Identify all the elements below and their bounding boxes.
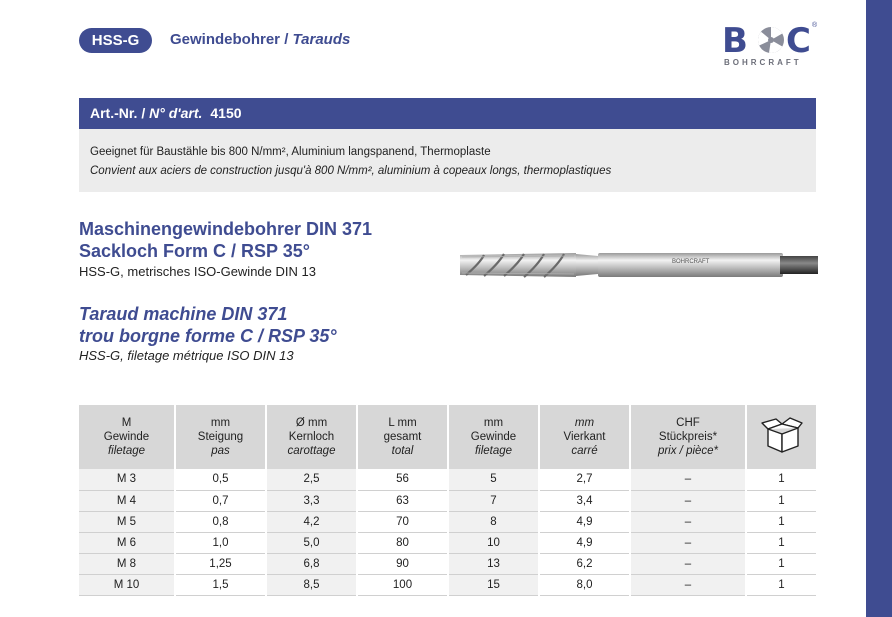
tap-square-end	[780, 256, 818, 274]
table-row	[79, 511, 816, 532]
cell-price: –	[630, 553, 746, 574]
cell-package-qty: 1	[746, 469, 816, 490]
header-separator: /	[280, 31, 293, 48]
product-title-fr-line1: Taraud machine DIN 371	[79, 304, 288, 324]
logo-registered-mark: ®	[812, 22, 818, 29]
article-label-de: Art.-Nr.	[90, 105, 138, 121]
cell-thread-length: 5	[448, 469, 539, 490]
article-number: 4150	[210, 105, 242, 121]
tap-engraving: BOHRCRAFT	[672, 259, 710, 265]
cell-core-hole: 2,5	[266, 469, 357, 490]
specification-table	[79, 405, 816, 596]
cell-pitch: 1,0	[175, 532, 266, 553]
col-header-core-hole: Ø mm Kernloch carottage	[266, 405, 357, 469]
cell-package-qty: 1	[746, 511, 816, 532]
product-subtitle-fr: HSS-G, filetage métrique ISO DIN 13	[79, 348, 294, 363]
package-box-icon	[760, 415, 804, 455]
category-badge: HSS-G	[79, 28, 152, 53]
table-header-row	[79, 405, 816, 469]
col-header-total-length: L mm gesamt total	[357, 405, 448, 469]
cell-pitch: 1,25	[175, 553, 266, 574]
cell-total-length: 70	[357, 511, 448, 532]
article-number-bar	[79, 98, 816, 129]
cell-core-hole: 6,8	[266, 553, 357, 574]
cell-pitch: 0,8	[175, 511, 266, 532]
cell-core-hole: 8,5	[266, 574, 357, 595]
article-label-fr: N° d'art.	[149, 105, 203, 121]
cell-total-length: 100	[357, 574, 448, 595]
cell-pitch: 0,5	[175, 469, 266, 490]
logo-subtitle: BOHRCRAFT	[724, 58, 802, 67]
cell-thread: M 10	[79, 574, 175, 595]
cell-pitch: 0,7	[175, 490, 266, 511]
col-header-package	[746, 405, 816, 469]
cell-price: –	[630, 511, 746, 532]
cell-price: –	[630, 490, 746, 511]
cell-thread-length: 13	[448, 553, 539, 574]
brand-logo	[722, 22, 818, 68]
product-title-fr	[79, 303, 337, 347]
svg-text:B: B	[722, 22, 748, 58]
cell-core-hole: 5,0	[266, 532, 357, 553]
cell-thread: M 6	[79, 532, 175, 553]
col-header-thread-length: mm Gewinde filetage	[448, 405, 539, 469]
product-title-de-line2: Sackloch Form C / RSP 35°	[79, 241, 310, 261]
product-title-de	[79, 218, 372, 262]
header-title-fr: Tarauds	[292, 31, 351, 48]
logo-drill-circle	[758, 27, 784, 53]
cell-total-length: 90	[357, 553, 448, 574]
table-row	[79, 532, 816, 553]
side-accent-bar	[866, 0, 892, 617]
cell-price: –	[630, 469, 746, 490]
col-header-price: CHF Stückpreis* prix / pièce*	[630, 405, 746, 469]
cell-thread: M 5	[79, 511, 175, 532]
cell-total-length: 63	[357, 490, 448, 511]
description-fr: Convient aux aciers de construction jusqu'à 800 N/mm², aluminium à copeaux longs, thermoplastiques	[90, 165, 612, 177]
logo-mark	[722, 22, 818, 58]
cell-price: –	[630, 574, 746, 595]
cell-total-length: 80	[357, 532, 448, 553]
cell-square: 4,9	[539, 532, 630, 553]
cell-square: 6,2	[539, 553, 630, 574]
cell-square: 4,9	[539, 511, 630, 532]
cell-square: 2,7	[539, 469, 630, 490]
cell-package-qty: 1	[746, 574, 816, 595]
cell-price: –	[630, 532, 746, 553]
col-header-square: mm Vierkant carré	[539, 405, 630, 469]
cell-package-qty: 1	[746, 532, 816, 553]
cell-thread: M 8	[79, 553, 175, 574]
description-de: Geeignet für Baustähle bis 800 N/mm², Aluminium langspanend, Thermoplaste	[90, 146, 491, 158]
cell-total-length: 56	[357, 469, 448, 490]
cell-thread-length: 15	[448, 574, 539, 595]
table-row	[79, 469, 816, 490]
cell-core-hole: 4,2	[266, 511, 357, 532]
cell-square: 8,0	[539, 574, 630, 595]
product-title-de-line1: Maschinengewindebohrer DIN 371	[79, 219, 373, 239]
cell-thread-length: 7	[448, 490, 539, 511]
table-row	[79, 553, 816, 574]
cell-package-qty: 1	[746, 553, 816, 574]
article-separator: /	[137, 105, 150, 121]
cell-thread: M 3	[79, 469, 175, 490]
tap-neck	[576, 254, 598, 276]
product-subtitle-de: HSS-G, metrisches ISO-Gewinde DIN 13	[79, 264, 316, 279]
cell-thread-length: 8	[448, 511, 539, 532]
tap-tool-image	[458, 245, 820, 285]
col-header-pitch: mm Steigung pas	[175, 405, 266, 469]
product-title-fr-line2: trou borgne forme C / RSP 35°	[79, 326, 337, 346]
description-box	[79, 129, 816, 192]
tap-shank	[598, 253, 783, 277]
cell-thread-length: 10	[448, 532, 539, 553]
cell-square: 3,4	[539, 490, 630, 511]
page-header-title	[170, 31, 350, 48]
cell-thread: M 4	[79, 490, 175, 511]
cell-package-qty: 1	[746, 490, 816, 511]
cell-core-hole: 3,3	[266, 490, 357, 511]
table-row	[79, 574, 816, 595]
col-header-thread: M Gewinde filetage	[79, 405, 175, 469]
header-title-de: Gewindebohrer	[170, 31, 281, 48]
table-row	[79, 490, 816, 511]
cell-pitch: 1,5	[175, 574, 266, 595]
svg-text:C: C	[786, 22, 811, 58]
